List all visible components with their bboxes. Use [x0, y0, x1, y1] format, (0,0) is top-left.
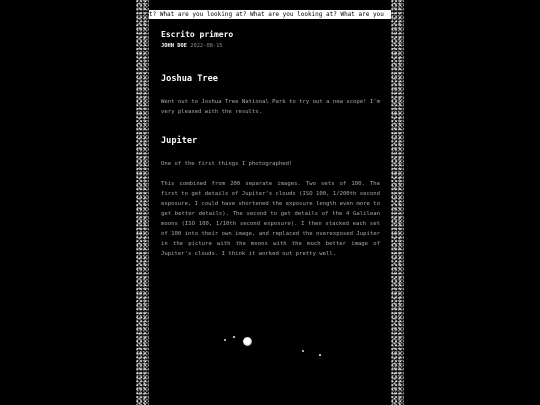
author-name: JOHN DOE [161, 43, 187, 49]
moon-dot [302, 350, 304, 352]
post-date: 2022-08-15 [190, 43, 223, 49]
jupiter-planet [243, 337, 252, 346]
post-body-joshua-tree: Went out to Joshua Tree National Park to try out a new scope! I'm very pleased with the results. [161, 99, 380, 115]
main-content [161, 28, 380, 269]
marquee-banner: t? What are you looking at? What are you looking at? What are you [149, 10, 391, 19]
site-title[interactable]: Escrito primero [161, 30, 234, 39]
jupiter-photo [161, 322, 380, 362]
moon-dot [233, 336, 235, 338]
moon-dot [319, 354, 321, 356]
post-body-jupiter-intro: One of the first things I photographed! [161, 161, 293, 167]
post-body-jupiter-details: This combined from 200 separate images. Two sets of 100. The first to get details of Jupiter's clouds (ISO 100, 1/200th second exposure, I could have shortened the exposure length even more to get better details). The second to get details of the 4 Galilean moons (ISO 100, 1/10th second exposure). I then stacked each set of 100 into their own image, and replaced the overexposed Jupiter in the picture with the moons with the much better image of Jupiter's clouds. I think it worked out pretty well. [161, 181, 380, 257]
right-border-pattern [391, 0, 404, 405]
left-border-pattern [136, 0, 149, 405]
post-title-jupiter[interactable]: Jupiter [161, 136, 198, 146]
post-title-joshua-tree[interactable]: Joshua Tree [161, 74, 218, 84]
moon-dot [224, 339, 226, 341]
byline [161, 43, 380, 49]
